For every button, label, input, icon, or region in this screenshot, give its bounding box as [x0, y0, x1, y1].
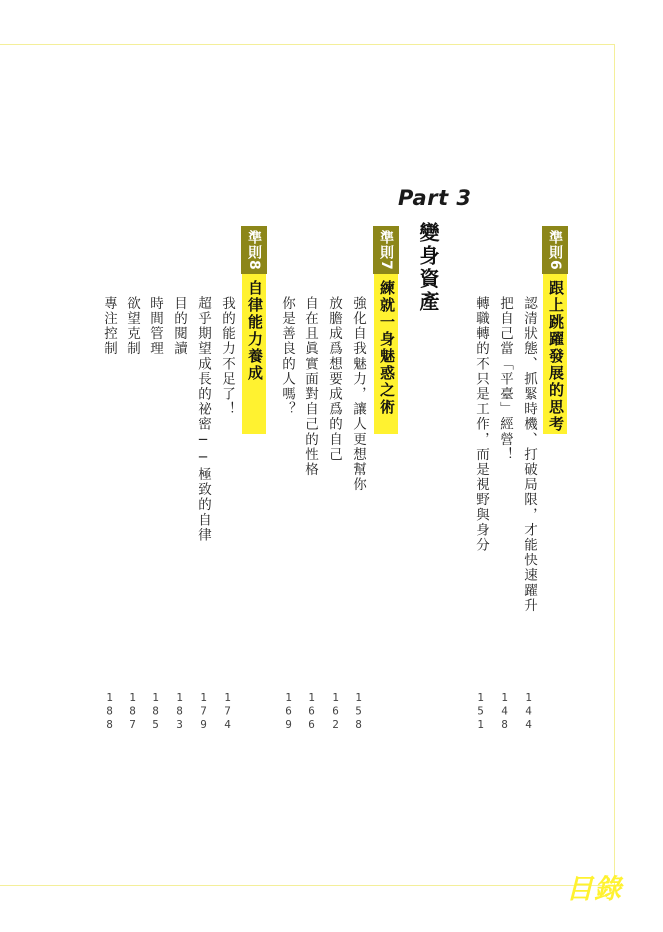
section-7-tag	[373, 226, 399, 274]
section-6-page-1: 144	[522, 691, 535, 732]
section-6-tag	[542, 226, 568, 274]
section-8-tag-word: 準則	[246, 229, 262, 260]
section-8-page-1: 174	[221, 691, 234, 732]
toc-label: 目錄	[566, 874, 622, 905]
section-7-item-2[interactable]: 放膽成爲想要成爲的自己	[326, 296, 342, 463]
section-8-item-1[interactable]: 我的能力不足了！	[219, 296, 235, 417]
section-7-item-1[interactable]: 強化自我魅力，讓人更想幫你	[350, 296, 366, 493]
section-8-page-5: 187	[126, 691, 139, 732]
section-6-page-2: 148	[498, 691, 511, 732]
section-8-tag-number: 8	[246, 259, 262, 271]
section-6-item-3[interactable]: 轉職轉的不只是工作，而是視野與身分	[473, 296, 489, 553]
frame-top-line	[0, 44, 615, 45]
section-8-item-3[interactable]: 目的閱讀	[171, 296, 187, 357]
section-8-item-5[interactable]: 欲望克制	[124, 296, 140, 357]
section-7-page-3: 166	[305, 691, 318, 732]
section-6-item-2[interactable]: 把自己當「平臺」經營！	[497, 296, 513, 463]
section-8-page-6: 188	[103, 691, 116, 732]
section-8-item-2[interactable]: 超乎期望成長的祕密──極致的自律	[195, 296, 211, 543]
section-8-page-4: 185	[149, 691, 162, 732]
section-6-heading: 跟上跳躍發展的思考	[547, 280, 565, 433]
section-7-item-3[interactable]: 自在且眞實面對自己的性格	[302, 296, 318, 478]
section-7-page-2: 162	[329, 691, 342, 732]
frame-right-line	[614, 44, 615, 886]
section-8-page-3: 183	[173, 691, 186, 732]
section-6-tag-word: 準則	[547, 229, 563, 260]
section-7-tag-number: 7	[378, 259, 394, 271]
part-title: Part 3	[398, 186, 472, 210]
section-6-item-1[interactable]: 認清狀態、抓緊時機、打破局限，才能快速躍升	[521, 296, 537, 614]
part-name: 變身資產	[416, 222, 440, 314]
section-7-heading: 練就一身魅惑之術	[378, 280, 396, 416]
section-7-item-4[interactable]: 你是善良的人嗎？	[279, 296, 295, 417]
section-7-page-4: 169	[282, 691, 295, 732]
section-8-item-6[interactable]: 專注控制	[101, 296, 117, 357]
section-7-page-1: 158	[352, 691, 365, 732]
section-8-tag	[241, 226, 267, 274]
section-6-page-3: 151	[474, 691, 487, 732]
frame-bottom-line	[0, 885, 615, 886]
section-8-page-2: 179	[197, 691, 210, 732]
section-7-tag-word: 準則	[378, 229, 394, 260]
section-8-heading: 自律能力養成	[246, 280, 264, 382]
section-8-item-4[interactable]: 時間管理	[147, 296, 163, 357]
section-6-tag-number: 6	[547, 259, 563, 271]
